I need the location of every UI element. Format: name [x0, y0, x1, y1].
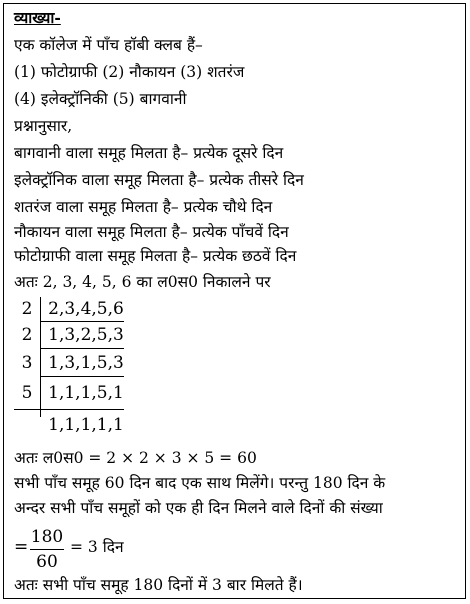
fraction-bar	[30, 549, 64, 550]
division-rule-4	[14, 409, 124, 410]
intro-line: एक कॉलेज में पाँच हॉबी क्लब हैं–	[14, 36, 203, 54]
club-list-row-1: (1) फोटोग्राफी (2) नौकायन (3) शतरंज	[14, 63, 245, 81]
division-rule-2	[40, 348, 124, 349]
lcm-intro-line: अतः 2, 3, 4, 5, 6 का ल0स0 निकालने पर	[14, 273, 271, 291]
fraction-numerator: 180	[30, 527, 64, 547]
solution-heading: व्याख्या-	[14, 8, 61, 27]
according-to-question: प्रश्नानुसार,	[14, 117, 73, 135]
dividend-row-1: 2,3,4,5,6	[48, 299, 124, 319]
divisor-2: 2	[21, 325, 33, 345]
lcm-result-line: अतः ल0स0 = 2 × 2 × 3 × 5 = 60	[14, 449, 257, 467]
dividend-row-4: 1,1,1,5,1	[48, 383, 124, 403]
division-rule-3	[40, 376, 124, 377]
club-list-row-2: (4) इलेक्ट्रॉनिकी (5) बागवानी	[14, 90, 187, 108]
divisor-1: 2	[21, 299, 33, 319]
gardening-group-line: बागवानी वाला समूह मिलता है– प्रत्येक दूसरे दिन	[14, 144, 284, 162]
chess-group-line: शतरंज वाला समूह मिलता है– प्रत्येक चौथे दिन	[14, 198, 273, 216]
divisor-3: 3	[21, 353, 33, 373]
divisor-4: 5	[21, 383, 33, 403]
photography-group-line: फोटोग्राफी वाला समूह मिलता है– प्रत्येक छठवें दिन	[14, 247, 297, 265]
conclusion-para-line-2: अन्दर सभी पाँच समूहों को एक ही दिन मिलने वाले दिनों की संख्या	[14, 499, 383, 517]
division-vertical-rule	[40, 297, 41, 417]
electronics-group-line: इलेक्ट्रॉनिक वाला समूह मिलता है– प्रत्येक तीसरे दिन	[14, 171, 304, 189]
quotient-row: 1,1,1,1,1	[48, 415, 124, 435]
conclusion-para-line-1: सभी पाँच समूह 60 दिन बाद एक साथ मिलेंगे। परन्तु 180 दिन के	[14, 474, 386, 492]
fraction-denominator: 60	[36, 552, 58, 572]
fraction	[30, 526, 64, 573]
final-answer-line: अतः सभी पाँच समूह 180 दिनों में 3 बार मिलते हैं।	[14, 576, 303, 594]
lcm-division-table	[14, 297, 126, 441]
division-rule-1	[40, 321, 124, 322]
equals-sign: =	[14, 537, 29, 557]
fraction-result: = 3 दिन	[70, 538, 124, 556]
dividend-row-2: 1,3,2,5,3	[48, 325, 124, 345]
boating-group-line: नौकायन वाला समूह मिलता है– प्रत्येक पाँचवें दिन	[14, 223, 289, 241]
dividend-row-3: 1,3,1,5,3	[48, 353, 124, 373]
